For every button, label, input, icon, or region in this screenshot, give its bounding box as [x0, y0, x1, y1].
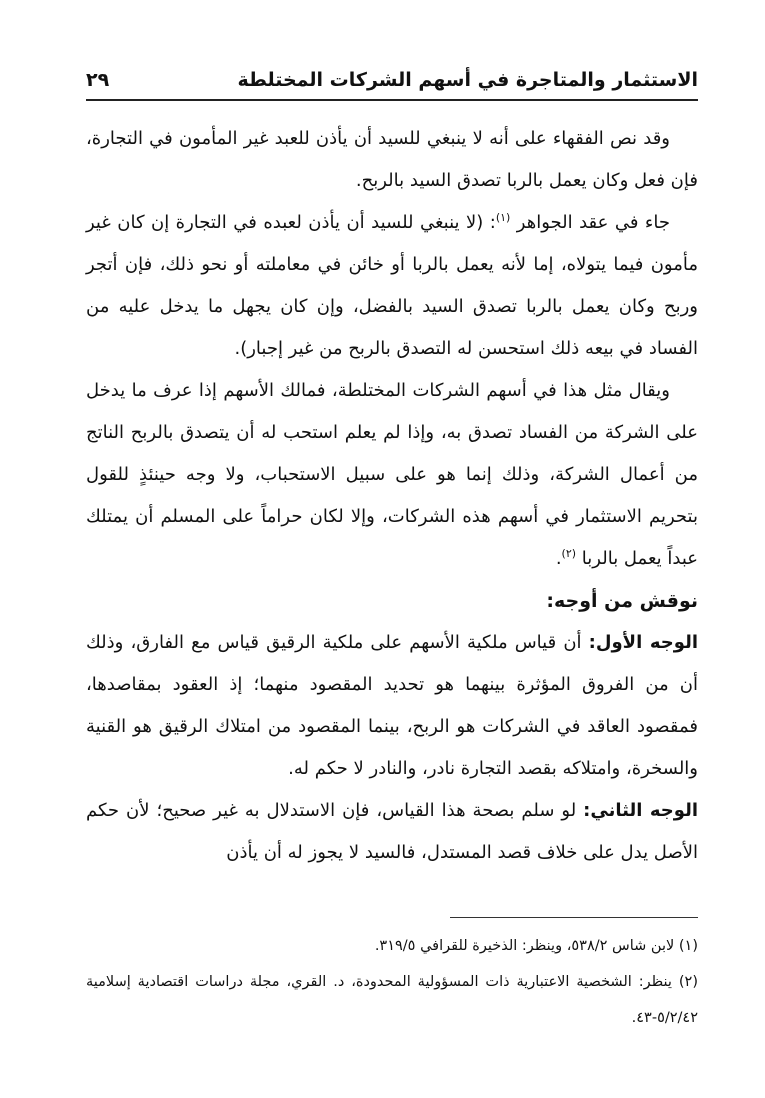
- main-text: [86, 118, 698, 874]
- paragraph-1: وقد نص الفقهاء على أنه لا ينبغي للسيد أن يأذن للعبد غير المأمون في التجارة، فإن فعل وكان يعمل بالربا تصدق السيد بالربح.: [86, 128, 698, 191]
- paragraph-4: [86, 622, 698, 790]
- section-heading: نوقش من أوجه:: [546, 590, 698, 612]
- paragraph-3: [86, 370, 698, 580]
- header-rule: [86, 99, 698, 101]
- running-header: [86, 66, 698, 96]
- paragraph-5-text: لو سلم بصحة هذا القياس، فإن الاستدلال به غير صحيح؛ لأن حكم الأصل يدل على خلاف قصد المستدل، فالسيد لا يجوز له أن يأذن: [86, 800, 698, 863]
- footnotes: [86, 928, 698, 1036]
- paragraph-2: [86, 202, 698, 370]
- footnote-ref-2: (٢): [561, 547, 577, 560]
- running-header-title: الاستثمار والمتاجرة في أسهم الشركات المختلطة: [237, 69, 698, 91]
- paragraph-5-lead: الوجه الثاني:: [583, 800, 698, 821]
- footnote-2: (٢) ينظر: الشخصية الاعتبارية ذات المسؤولية المحدودة، د. القري، مجلة دراسات اقتصادية إسلامية ٥/٢/٤٢-٤٣.: [86, 974, 698, 1026]
- paragraph-3-text: ويقال مثل هذا في أسهم الشركات المختلطة، فمالك الأسهم إذا عرف ما يدخل على الشركة من الفساد تصدق به، وإذا لم يعلم استحب له أن يتصدق بالربح الناتج من أعمال الشركة، وذلك إنما هو على سبيل الاستحباب، ولا وجه حينئذٍ للقول بتحريم الاستثمار في أسهم هذه الشركات، وإلا لكان حراماً على المسلم أن يمتلك عبداً يعمل بالربا: [86, 380, 698, 569]
- paragraph-2-text-end: : (لا ينبغي للسيد أن يأذن لعبده في التجارة إن كان غير مأمون فيما يتولاه، إما لأنه يعمل بالربا أو خائن في معاملته أو نحو ذلك، فإن أتجر وربح وكان يعمل بالربا تصدق السيد بالفضل، وإن كان يجهل ما يدخل عليه من الفساد في بيعه ذلك استحسن له التصدق بالربح من غير إجبار).: [86, 212, 698, 359]
- paragraph-2-text-start: جاء في عقد الجواهر: [516, 212, 670, 233]
- paragraph-4-text: أن قياس ملكية الأسهم على ملكية الرقيق قياس مع الفارق، وذلك أن من الفروق المؤثرة بينهما هو تحديد المقصود منهما؛ إذ العقود بمقاصدها، فمقصود العاقد في الشركات هو الربح، بينما المقصود من امتلاك الرقيق هو القنية والسخرة، وامتلاكه بقصد التجارة نادر، والنادر لا حكم له.: [86, 632, 698, 779]
- paragraph-5: [86, 790, 698, 874]
- page-number: ٢٩: [86, 69, 110, 91]
- footnote-1: (١) لابن شاس ٥٣٨/٢، وينظر: الذخيرة للقرافي ٣١٩/٥.: [374, 938, 698, 954]
- footnote-separator: [450, 917, 698, 918]
- paragraph-4-lead: الوجه الأول:: [588, 632, 698, 653]
- footnote-ref-1: (١): [495, 211, 511, 224]
- paragraph-3-end: .: [555, 548, 562, 569]
